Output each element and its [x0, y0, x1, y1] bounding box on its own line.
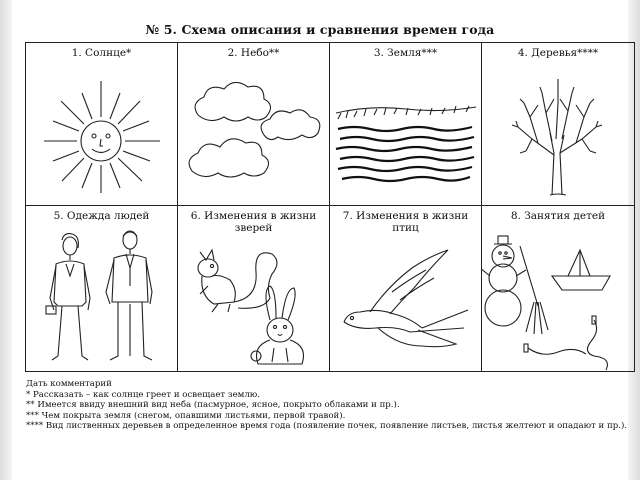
cell-caption: 2. Небо** — [227, 47, 280, 59]
footnote-3: *** Чем покрыта земля (снегом, опавшими листьями, первой травой). — [26, 410, 346, 421]
cell-caption: 5. Одежда людей — [53, 210, 150, 222]
cell-caption: 3. Земля*** — [373, 47, 438, 59]
cell-caption: 4. Деревья**** — [517, 47, 599, 59]
cell-sun — [26, 43, 178, 206]
season-scheme-table — [25, 42, 635, 372]
ground-icon — [330, 43, 482, 206]
clouds-icon — [178, 43, 330, 206]
cell-caption: 6. Изменения в жизни зверей — [190, 210, 317, 234]
tree-icon — [482, 43, 634, 206]
page-title: № 5. Схема описания и сравнения времен года — [145, 22, 495, 37]
animals-icon — [178, 206, 330, 371]
cell-caption: 1. Солнце* — [71, 47, 132, 59]
cell-animals — [178, 206, 330, 371]
cell-caption: 7. Изменения в жизни птиц — [342, 210, 469, 234]
cell-trees — [482, 43, 634, 206]
swallow-icon — [330, 206, 482, 371]
footnotes-heading: Дать комментарий — [26, 379, 112, 389]
page-edge-left — [0, 0, 12, 480]
footnote-2: ** Имеется ввиду внешний вид неба (пасмурное, ясное, покрыто облаками и пр.). — [26, 400, 400, 411]
footnotes — [26, 379, 627, 432]
cell-sky — [178, 43, 330, 206]
sun-icon — [26, 43, 178, 206]
people-icon — [26, 206, 178, 371]
cell-children — [482, 206, 634, 371]
footnote-4: **** Вид лиственных деревьев в определенное время года (появление почек, появление листьев, листья желтеют и опадают и пр.). — [26, 421, 628, 432]
footnote-1: * Рассказать – как солнце греет и освещает землю. — [26, 389, 261, 400]
cell-clothes — [26, 206, 178, 371]
cell-ground — [330, 43, 482, 206]
cell-birds — [330, 206, 482, 371]
cell-caption: 8. Занятия детей — [510, 210, 606, 222]
snowman-icon — [482, 206, 634, 371]
